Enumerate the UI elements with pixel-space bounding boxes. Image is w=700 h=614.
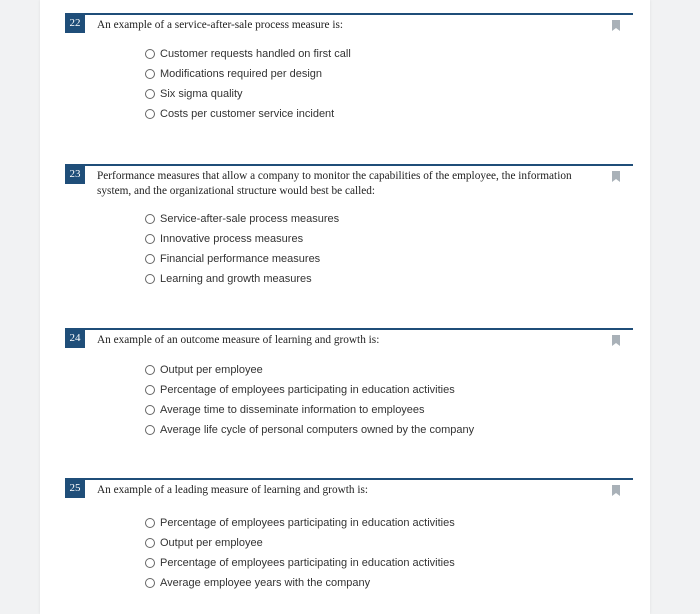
question-divider (65, 13, 633, 15)
answer-option[interactable] (145, 533, 455, 553)
answer-options (145, 360, 474, 440)
option-label: Learning and growth measures (160, 273, 312, 285)
answer-option[interactable] (145, 380, 474, 400)
option-label: Output per employee (160, 537, 263, 549)
radio-button[interactable] (145, 214, 155, 224)
radio-button[interactable] (145, 365, 155, 375)
option-label: Average time to disseminate information to employees (160, 404, 425, 416)
option-label: Percentage of employees participating in education activities (160, 557, 455, 569)
question-text: Performance measures that allow a company to monitor the capabilities of the employee, the information system, and the organizational structure would best be called: (97, 170, 572, 197)
radio-button[interactable] (145, 425, 155, 435)
answer-options (145, 209, 339, 289)
answer-option[interactable] (145, 104, 351, 124)
radio-button[interactable] (145, 109, 155, 119)
question-number: 22 (65, 13, 85, 33)
radio-button[interactable] (145, 578, 155, 588)
answer-option[interactable] (145, 44, 351, 64)
answer-option[interactable] (145, 573, 455, 593)
answer-option[interactable] (145, 360, 474, 380)
question-number: 25 (65, 478, 85, 498)
radio-button[interactable] (145, 518, 155, 528)
option-label: Customer requests handled on first call (160, 48, 351, 60)
radio-button[interactable] (145, 49, 155, 59)
bookmark-icon[interactable] (612, 485, 620, 496)
answer-option[interactable] (145, 420, 474, 440)
bookmark-icon[interactable] (612, 335, 620, 346)
radio-button[interactable] (145, 69, 155, 79)
answer-option[interactable] (145, 249, 339, 269)
option-label: Service-after-sale process measures (160, 213, 340, 225)
option-label: Average life cycle of personal computers owned by the company (160, 424, 475, 436)
answer-option[interactable] (145, 84, 351, 104)
question-divider (65, 164, 633, 166)
option-label: Average employee years with the company (160, 577, 371, 589)
answer-option[interactable] (145, 209, 339, 229)
answer-option[interactable] (145, 229, 339, 249)
question-text: An example of an outcome measure of learning and growth is: (97, 334, 380, 346)
option-label: Modifications required per design (160, 68, 323, 80)
answer-option[interactable] (145, 553, 455, 573)
question-text: An example of a leading measure of learning and growth is: (97, 484, 369, 496)
answer-option[interactable] (145, 513, 455, 533)
radio-button[interactable] (145, 254, 155, 264)
radio-button[interactable] (145, 385, 155, 395)
question-divider (65, 478, 633, 480)
question-divider (65, 328, 633, 330)
radio-button[interactable] (145, 558, 155, 568)
radio-button[interactable] (145, 274, 155, 284)
radio-button[interactable] (145, 234, 155, 244)
answer-option[interactable] (145, 400, 474, 420)
answer-options (145, 513, 455, 593)
option-label: Output per employee (160, 364, 263, 376)
question-number: 24 (65, 328, 85, 348)
answer-options (145, 44, 351, 124)
option-label: Costs per customer service incident (160, 108, 335, 120)
question-number: 23 (65, 164, 85, 184)
radio-button[interactable] (145, 538, 155, 548)
option-label: Financial performance measures (160, 253, 321, 265)
bookmark-icon[interactable] (612, 20, 620, 31)
answer-option[interactable] (145, 64, 351, 84)
option-label: Percentage of employees participating in education activities (160, 384, 455, 396)
answer-option[interactable] (145, 269, 339, 289)
radio-button[interactable] (145, 405, 155, 415)
quiz-page (40, 0, 650, 614)
radio-button[interactable] (145, 89, 155, 99)
question-text: An example of a service-after-sale process measure is: (97, 19, 343, 31)
option-label: Innovative process measures (160, 233, 304, 245)
option-label: Six sigma quality (160, 88, 243, 100)
bookmark-icon[interactable] (612, 171, 620, 182)
option-label: Percentage of employees participating in education activities (160, 517, 455, 529)
